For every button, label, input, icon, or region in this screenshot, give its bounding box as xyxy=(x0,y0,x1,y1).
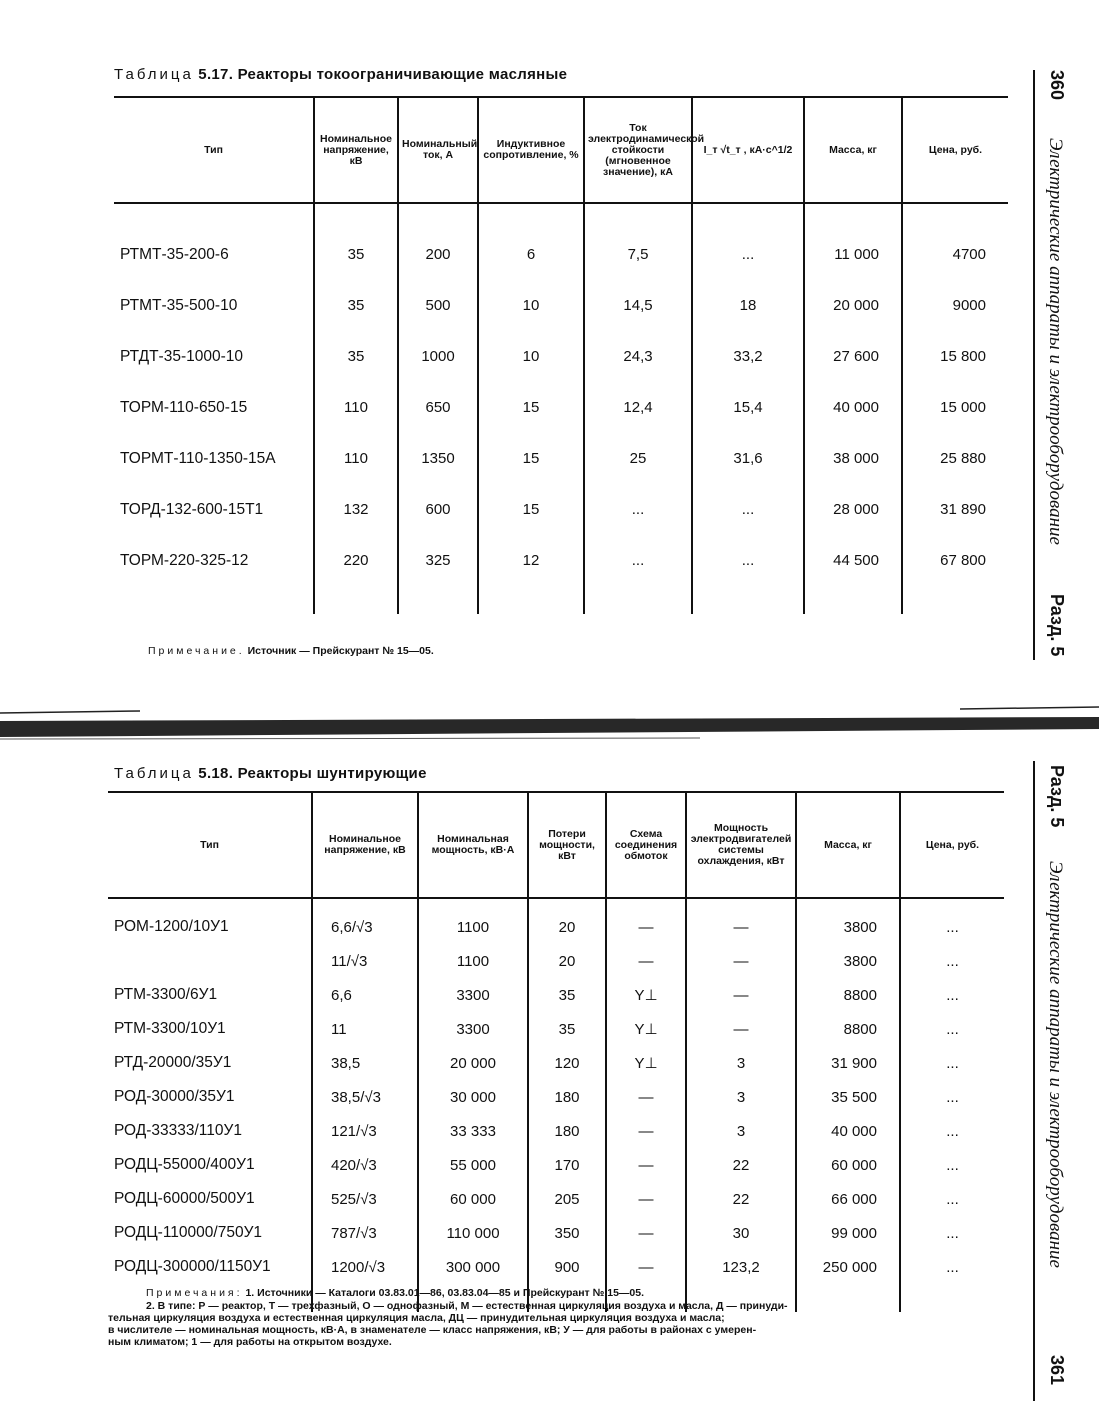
spacer-row xyxy=(108,898,1004,910)
value-cell: 6,6 xyxy=(312,978,418,1012)
table-row xyxy=(108,1012,1004,1046)
type-cell: РОД-30000/35У1 xyxy=(114,1088,235,1105)
column-header: Номинальное напряжение, кВ xyxy=(314,97,398,203)
value-cell: 24,3 xyxy=(584,331,692,382)
value-cell: ... xyxy=(692,229,804,280)
value-cell: 15 800 xyxy=(902,331,1008,382)
value-cell: 33,2 xyxy=(692,331,804,382)
note-2-line-2: тельная циркуляция воздуха и естественная циркуляция масла, ДЦ — принудительная циркуляция воздуха и масла; xyxy=(108,1312,725,1324)
value-cell: ... xyxy=(692,484,804,535)
title-text: 5.18. Реакторы шунтирующие xyxy=(198,765,427,782)
type-cell: ТОРД-132-600-15Т1 xyxy=(120,500,264,518)
value-cell: 120 xyxy=(528,1046,606,1080)
table-row xyxy=(114,433,1008,484)
value-cell: 220 xyxy=(314,535,398,586)
value-cell: Y⊥ xyxy=(606,978,686,1012)
column-header: Масса, кг xyxy=(804,97,902,203)
table-5-17-title xyxy=(114,66,567,83)
table-5-18-title xyxy=(114,765,427,782)
value-cell: ... xyxy=(900,1080,1004,1114)
value-cell: ... xyxy=(900,978,1004,1012)
value-cell: 110 000 xyxy=(418,1216,528,1250)
table-row xyxy=(114,484,1008,535)
value-cell: 15 000 xyxy=(902,382,1008,433)
note-label: Примечание. xyxy=(148,645,245,657)
value-cell: 110 xyxy=(314,433,398,484)
column-header: Цена, руб. xyxy=(902,97,1008,203)
table-header-row xyxy=(108,792,1004,898)
value-cell: 132 xyxy=(314,484,398,535)
value-cell: — xyxy=(606,1216,686,1250)
table-5-17 xyxy=(114,96,1008,614)
value-cell: 9000 xyxy=(902,280,1008,331)
title-label: Таблица xyxy=(114,765,194,782)
value-cell: 10 xyxy=(478,280,584,331)
column-header: Индуктивное сопротивление, % xyxy=(478,97,584,203)
value-cell: 325 xyxy=(398,535,478,586)
value-cell: 11 xyxy=(312,1012,418,1046)
value-cell: 3800 xyxy=(796,944,900,978)
note-2-line-4: ным климатом; 1 — для работы на открытом воздухе. xyxy=(108,1336,392,1348)
table-header-row xyxy=(114,97,1008,203)
value-cell: 35 xyxy=(528,978,606,1012)
value-cell: 250 000 xyxy=(796,1250,900,1284)
value-cell: 12 xyxy=(478,535,584,586)
type-cell: РТДТ-35-1000-10 xyxy=(120,347,244,365)
note-2-line-1: 2. В типе: Р — реактор, Т — трехфазный, О — однофазный, М — естественная циркуляция воздуха и масла, Д — принуди- xyxy=(146,1300,788,1312)
value-cell: 15,4 xyxy=(692,382,804,433)
type-cell: ТОРМ-220-325-12 xyxy=(120,551,249,569)
value-cell: 35 500 xyxy=(796,1080,900,1114)
value-cell: 200 xyxy=(398,229,478,280)
column-header: Номинальная мощность, кВ·А xyxy=(418,792,528,898)
value-cell: — xyxy=(606,1148,686,1182)
table-row xyxy=(108,1114,1004,1148)
type-cell: РТМ-3300/6У1 xyxy=(114,986,218,1003)
table-row xyxy=(114,535,1008,586)
page-number: 360 xyxy=(1047,70,1067,101)
type-cell xyxy=(108,944,312,978)
type-cell: РТМТ-35-200-6 xyxy=(120,245,229,263)
value-cell: 35 xyxy=(314,280,398,331)
type-cell: РОД-33333/110У1 xyxy=(114,1122,242,1139)
table-5-17-note xyxy=(148,645,434,657)
value-cell: 27 600 xyxy=(804,331,902,382)
value-cell: 1100 xyxy=(418,944,528,978)
value-cell: 3 xyxy=(686,1114,796,1148)
value-cell: 11/√3 xyxy=(312,944,418,978)
value-cell: 44 500 xyxy=(804,535,902,586)
value-cell: 10 xyxy=(478,331,584,382)
value-cell: — xyxy=(686,944,796,978)
title-label: Таблица xyxy=(114,66,194,83)
type-cell: РОМ-1200/10У1 xyxy=(114,918,229,935)
table-row xyxy=(108,944,1004,978)
type-cell: РОДЦ-110000/750У1 xyxy=(114,1224,263,1241)
type-cell: РТМ-3300/10У1 xyxy=(114,1020,226,1037)
value-cell: 38,5 xyxy=(312,1046,418,1080)
value-cell: 500 xyxy=(398,280,478,331)
value-cell: 900 xyxy=(528,1250,606,1284)
value-cell: 40 000 xyxy=(804,382,902,433)
value-cell: 55 000 xyxy=(418,1148,528,1182)
value-cell: ... xyxy=(900,1046,1004,1080)
table-row xyxy=(108,978,1004,1012)
column-header: Потери мощности, кВт xyxy=(528,792,606,898)
value-cell: 35 xyxy=(314,229,398,280)
value-cell: 650 xyxy=(398,382,478,433)
column-header: Номинальный ток, А xyxy=(398,97,478,203)
value-cell: 67 800 xyxy=(902,535,1008,586)
column-header: Ток электродинамической стойкости (мгновенное значение), кА xyxy=(584,97,692,203)
table-row xyxy=(114,229,1008,280)
value-cell: — xyxy=(686,910,796,944)
value-cell: 15 xyxy=(478,382,584,433)
value-cell: 25 880 xyxy=(902,433,1008,484)
value-cell: 300 000 xyxy=(418,1250,528,1284)
type-cell: РОДЦ-300000/1150У1 xyxy=(114,1258,271,1275)
value-cell: 12,4 xyxy=(584,382,692,433)
value-cell: 3300 xyxy=(418,978,528,1012)
value-cell: 38,5/√3 xyxy=(312,1080,418,1114)
table-row xyxy=(108,1046,1004,1080)
bottom-page xyxy=(0,745,1099,1416)
value-cell: 1200/√3 xyxy=(312,1250,418,1284)
value-cell: 1000 xyxy=(398,331,478,382)
value-cell: 8800 xyxy=(796,1012,900,1046)
value-cell: ... xyxy=(900,944,1004,978)
value-cell: ... xyxy=(900,1250,1004,1284)
value-cell: 60 000 xyxy=(418,1182,528,1216)
table-row xyxy=(108,910,1004,944)
table-row xyxy=(108,1216,1004,1250)
value-cell: 38 000 xyxy=(804,433,902,484)
type-cell: РТД-20000/35У1 xyxy=(114,1054,232,1071)
table-row xyxy=(108,1250,1004,1284)
value-cell: 60 000 xyxy=(796,1148,900,1182)
value-cell: — xyxy=(686,978,796,1012)
type-cell: ТОРМТ-110-1350-15А xyxy=(120,449,276,467)
column-header: I_т √t_т , кА·с^1/2 xyxy=(692,97,804,203)
value-cell: ... xyxy=(900,1012,1004,1046)
table-5-18 xyxy=(108,791,1004,1312)
value-cell: — xyxy=(686,1012,796,1046)
value-cell: 14,5 xyxy=(584,280,692,331)
value-cell: 3800 xyxy=(796,910,900,944)
value-cell: 600 xyxy=(398,484,478,535)
value-cell: ... xyxy=(900,1148,1004,1182)
column-header: Масса, кг xyxy=(796,792,900,898)
value-cell: ... xyxy=(900,1182,1004,1216)
section-label: Разд. 5 xyxy=(1047,594,1067,657)
column-header: Мощность электродвигателей системы охлаждения, кВт xyxy=(686,792,796,898)
value-cell: 3 xyxy=(686,1080,796,1114)
value-cell: 8800 xyxy=(796,978,900,1012)
page-number: 361 xyxy=(1047,1355,1067,1386)
value-cell: 31,6 xyxy=(692,433,804,484)
value-cell: 180 xyxy=(528,1114,606,1148)
table-row xyxy=(108,1148,1004,1182)
table-row xyxy=(108,1080,1004,1114)
column-header: Цена, руб. xyxy=(900,792,1004,898)
value-cell: 350 xyxy=(528,1216,606,1250)
value-cell: 180 xyxy=(528,1080,606,1114)
value-cell: ... xyxy=(900,1216,1004,1250)
column-header: Тип xyxy=(108,792,312,898)
value-cell: 35 xyxy=(314,331,398,382)
table-5-18-note-1 xyxy=(146,1287,644,1299)
value-cell: — xyxy=(606,1182,686,1216)
table-row xyxy=(114,382,1008,433)
value-cell: 11 000 xyxy=(804,229,902,280)
running-head: Электрические аппараты и электрооборудование xyxy=(1045,861,1066,1268)
value-cell: 20 xyxy=(528,910,606,944)
type-cell: ТОРМ-110-650-15 xyxy=(120,398,248,416)
value-cell: — xyxy=(606,944,686,978)
value-cell: 22 xyxy=(686,1148,796,1182)
notes-label: Примечания: xyxy=(146,1287,243,1299)
value-cell: 110 xyxy=(314,382,398,433)
value-cell: 35 xyxy=(528,1012,606,1046)
value-cell: 4700 xyxy=(902,229,1008,280)
note-text: Источник — Прейскурант № 15—05. xyxy=(247,645,434,657)
value-cell: 3300 xyxy=(418,1012,528,1046)
title-text: 5.17. Реакторы токоограничивающие масляные xyxy=(198,66,568,83)
column-header: Схема соединения обмоток xyxy=(606,792,686,898)
table-row xyxy=(108,1182,1004,1216)
table-row xyxy=(114,331,1008,382)
value-cell: 121/√3 xyxy=(312,1114,418,1148)
value-cell: Y⊥ xyxy=(606,1012,686,1046)
value-cell: — xyxy=(606,910,686,944)
value-cell: — xyxy=(606,1080,686,1114)
value-cell: 20 000 xyxy=(418,1046,528,1080)
table-body xyxy=(114,203,1008,614)
value-cell: 787/√3 xyxy=(312,1216,418,1250)
top-page xyxy=(0,0,1099,680)
value-cell: 170 xyxy=(528,1148,606,1182)
value-cell: 99 000 xyxy=(796,1216,900,1250)
value-cell: 15 xyxy=(478,484,584,535)
value-cell: 66 000 xyxy=(796,1182,900,1216)
value-cell: ... xyxy=(584,484,692,535)
value-cell: 31 900 xyxy=(796,1046,900,1080)
value-cell: Y⊥ xyxy=(606,1046,686,1080)
value-cell: 28 000 xyxy=(804,484,902,535)
value-cell: 525/√3 xyxy=(312,1182,418,1216)
value-cell: — xyxy=(606,1114,686,1148)
spacer-row xyxy=(114,586,1008,614)
value-cell: 6,6/√3 xyxy=(312,910,418,944)
value-cell: 30 000 xyxy=(418,1080,528,1114)
side-rule xyxy=(1033,761,1035,1401)
value-cell: 6 xyxy=(478,229,584,280)
table-row xyxy=(114,280,1008,331)
value-cell: 40 000 xyxy=(796,1114,900,1148)
value-cell: 1100 xyxy=(418,910,528,944)
value-cell: 31 890 xyxy=(902,484,1008,535)
column-header: Тип xyxy=(114,97,314,203)
value-cell: 420/√3 xyxy=(312,1148,418,1182)
value-cell: 33 333 xyxy=(418,1114,528,1148)
spacer-row xyxy=(114,203,1008,229)
value-cell: ... xyxy=(900,910,1004,944)
value-cell: 20 000 xyxy=(804,280,902,331)
value-cell: 25 xyxy=(584,433,692,484)
side-rule xyxy=(1033,70,1035,660)
value-cell: 30 xyxy=(686,1216,796,1250)
page-gutter-shadow xyxy=(0,705,1099,745)
column-header: Номинальное напряжение, кВ xyxy=(312,792,418,898)
value-cell: 22 xyxy=(686,1182,796,1216)
value-cell: 20 xyxy=(528,944,606,978)
section-label: Разд. 5 xyxy=(1047,765,1067,828)
value-cell: 18 xyxy=(692,280,804,331)
value-cell: 3 xyxy=(686,1046,796,1080)
value-cell: ... xyxy=(584,535,692,586)
note-2-line-3: в числителе — номинальная мощность, кВ·А, в знаменателе — класс напряжения, кВ; У — для работы в районах с умерен- xyxy=(108,1324,757,1336)
value-cell: 15 xyxy=(478,433,584,484)
type-cell: РОДЦ-55000/400У1 xyxy=(114,1156,255,1173)
value-cell: ... xyxy=(692,535,804,586)
value-cell: 1350 xyxy=(398,433,478,484)
table-body xyxy=(108,898,1004,1312)
running-head: Электрические аппараты и электрооборудование xyxy=(1045,138,1066,545)
type-cell: РТМТ-35-500-10 xyxy=(120,296,238,314)
value-cell: — xyxy=(606,1250,686,1284)
value-cell: 205 xyxy=(528,1182,606,1216)
value-cell: 123,2 xyxy=(686,1250,796,1284)
note-1: 1. Источники — Каталоги 03.83.01—86, 03.83.04—85 и Прейскурант № 15—05. xyxy=(245,1287,645,1299)
value-cell: 7,5 xyxy=(584,229,692,280)
type-cell: РОДЦ-60000/500У1 xyxy=(114,1190,255,1207)
value-cell: ... xyxy=(900,1114,1004,1148)
